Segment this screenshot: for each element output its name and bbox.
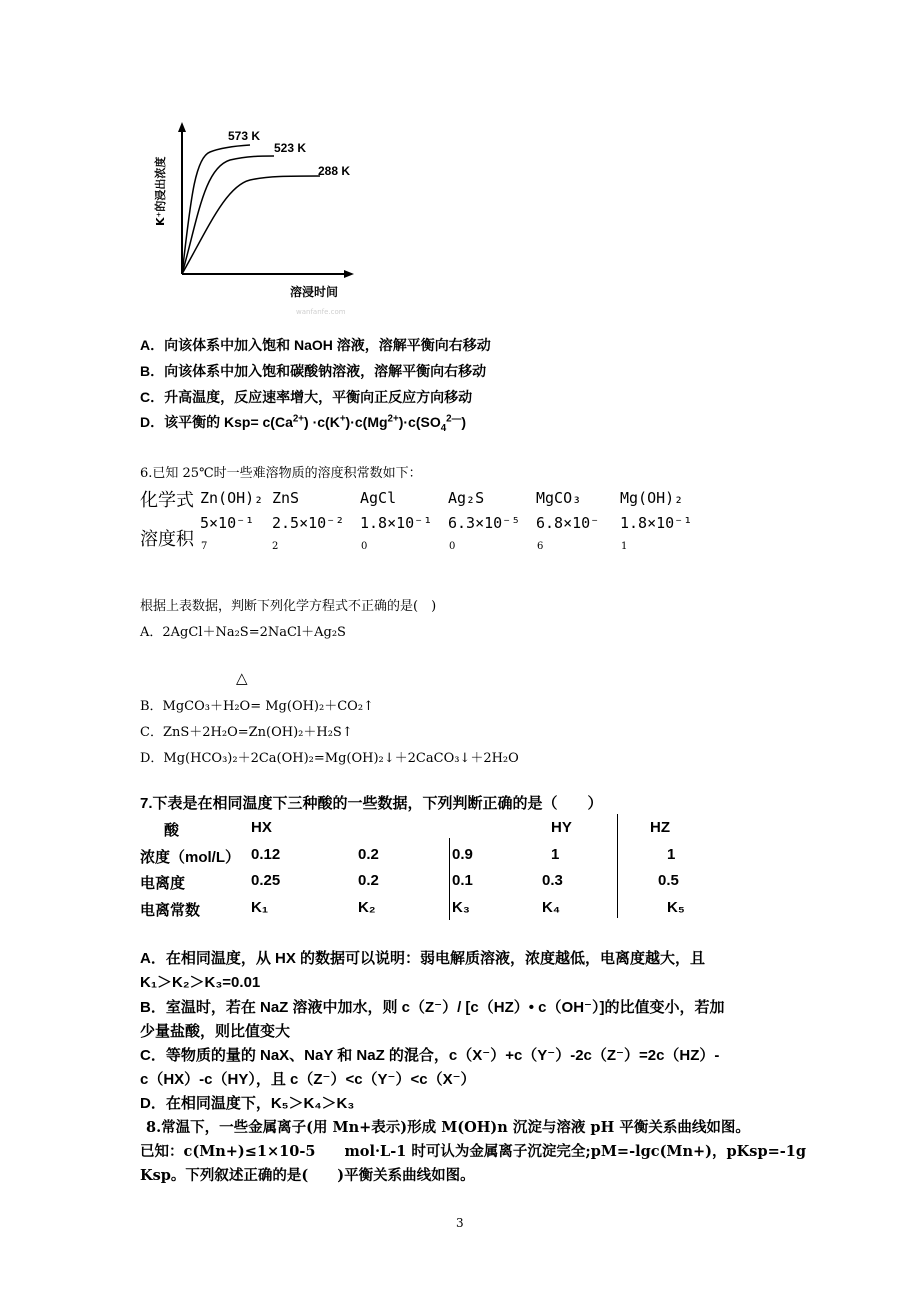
q7-option-b-line2: 少量盐酸，则比值变大 — [140, 1023, 291, 1040]
q6-row1-label: 化学式 — [140, 490, 194, 511]
curve-label-573k: 573 K — [228, 129, 261, 143]
q7-option-a-line1: A．在相同温度，从 HX 的数据可以说明：弱电解质溶液，浓度越低，电离度越大，且 — [140, 950, 706, 967]
q6-ksp-wrap: 0 — [449, 541, 456, 552]
q5-d-sup: 2+ — [387, 413, 399, 425]
curve-label-288k: 288 K — [318, 164, 351, 178]
q7-cell: 0.25 — [251, 872, 281, 889]
q5-option-c: C．升高温度，反应速率增大，平衡向正反应方向移动 — [140, 389, 473, 405]
q7-cell: K₂ — [358, 899, 376, 916]
q6-formula: Zn(OH)₂ — [200, 489, 264, 507]
page-number: 3 — [456, 1216, 464, 1230]
q7-cell: 1 — [551, 846, 560, 863]
q6-ksp-wrap: 2 — [272, 541, 279, 552]
q6-formula: AgCl — [360, 489, 397, 507]
q5-option-d — [140, 412, 466, 434]
q7-header-hx: HX — [251, 819, 272, 836]
q8-line1: 8.常温下，一些金属离子(用 Mn+表示)形成 M(OH)n 沉淀与溶液 pH 平衡关系曲线如图。 — [146, 1119, 750, 1136]
q6-formula: Mg(OH)₂ — [620, 489, 684, 507]
q7-option-d: D．在相同温度下，K₅＞K₄＞K₃ — [140, 1095, 355, 1112]
q7-cell: K₁ — [251, 899, 269, 916]
q6-ksp: 1.8×10⁻¹ — [620, 514, 693, 532]
q6-formula: ZnS — [272, 489, 300, 507]
q5-d-sup: 2— — [446, 413, 462, 425]
q6-option-a: A．2AgCl＋Na₂S=2NaCl＋Ag₂S — [140, 625, 346, 640]
q5-d-sup: 2+ — [292, 413, 305, 425]
q7-cell: 0.2 — [358, 872, 379, 889]
q6-ksp: 6.8×10⁻ — [536, 514, 600, 532]
q7-option-c-line1: C．等物质的量的 NaX、NaY 和 NaZ 的混合，c（X⁻）+c（Y⁻）-2c（Z⁻）=2c（HZ）- — [140, 1047, 720, 1064]
q8-line2: 已知：c(Mn+)≤1×10-5 mol·L-1 时可认为金属离子沉淀完全;pM=-lgc(Mn+)，pKsp=-1g — [140, 1143, 806, 1160]
q7-cell: 0.2 — [358, 846, 379, 863]
leaching-curve-figure — [138, 118, 368, 318]
q7-cell: K₄ — [542, 899, 560, 916]
q7-option-a-line2: K₁＞K₂＞K₃=0.01 — [140, 974, 261, 991]
curve-288k — [182, 176, 320, 274]
q6-formula: MgCO₃ — [536, 489, 582, 507]
q7-table-divider-2 — [617, 814, 618, 918]
figure-watermark: wanfanfe.com — [296, 308, 346, 316]
curve-label-523k: 523 K — [274, 141, 307, 155]
q6-ksp: 2.5×10⁻² — [272, 514, 345, 532]
q6-option-c: C．ZnS＋2H₂O=Zn(OH)₂＋H₂S↑ — [140, 725, 353, 740]
heating-triangle: △ — [236, 669, 248, 687]
q8-line3: Ksp。下列叙述正确的是( )平衡关系曲线如图。 — [140, 1167, 475, 1184]
q6-option-d: D．Mg(HCO₃)₂＋2Ca(OH)₂=Mg(OH)₂↓＋2CaCO₃↓＋2H₂O — [140, 751, 519, 766]
q7-row-label-conc: 浓度（mol/L） — [140, 849, 240, 866]
y-axis-arrow — [178, 122, 186, 132]
q7-option-c-line2: c（HX）-c（HY），且 c（Z⁻）<c（Y⁻）<c（X⁻） — [140, 1071, 476, 1088]
q6-ksp-wrap: 1 — [621, 541, 628, 552]
q5-d-sup: + — [339, 413, 346, 425]
q5-d-text: )·c(SO — [398, 414, 441, 430]
y-axis-label: K⁺的浸出浓度 — [154, 156, 167, 226]
q6-ksp-wrap: 0 — [361, 541, 368, 552]
q6-formula: Ag₂S — [448, 489, 485, 507]
q7-cell: 0.9 — [452, 846, 473, 863]
q6-row2-label: 溶度积 — [140, 529, 194, 550]
q7-header-hy: HY — [551, 819, 572, 836]
q5-d-text: ) ·c(K — [304, 414, 340, 430]
q7-row-label-alpha: 电离度 — [140, 875, 186, 892]
q7-cell: 0.5 — [658, 872, 679, 889]
q5-d-text: D．该平衡的 Ksp= c(Ca — [140, 414, 293, 430]
x-axis-arrow — [344, 270, 354, 278]
q7-table-divider-1 — [449, 838, 450, 920]
q7-stem: 7.下表是在相同温度下三种酸的一些数据，下列判断正确的是（ ） — [140, 795, 603, 812]
q7-header-acid: 酸 — [164, 822, 180, 839]
curve-523k — [182, 156, 274, 274]
q5-option-b: B．向该体系中加入饱和碳酸钠溶液，溶解平衡向右移动 — [140, 363, 487, 379]
q6-ksp: 5×10⁻¹ — [200, 514, 255, 532]
q7-cell: 0.1 — [452, 872, 473, 889]
q7-cell: K₃ — [452, 899, 470, 916]
q5-d-sub: 4 — [440, 422, 447, 434]
q5-d-text: )·c(Mg — [345, 414, 388, 430]
q6-stem: 6.已知 25℃时一些难溶物质的溶度积常数如下： — [140, 466, 422, 481]
q7-row-label-k: 电离常数 — [140, 902, 201, 919]
q7-option-b-line1: B．室温时，若在 NaZ 溶液中加水，则 c（Z⁻）/ [c（HZ）• c（OH⁻）]的比值变小，若加 — [140, 999, 725, 1016]
q6-option-b: B．MgCO₃＋H₂O= Mg(OH)₂＋CO₂↑ — [140, 699, 374, 714]
q6-ksp-wrap: 6 — [537, 541, 544, 552]
q6-question: 根据上表数据，判断下列化学方程式不正确的是( ) — [140, 599, 437, 614]
q7-header-hz: HZ — [650, 819, 670, 836]
q7-cell: 0.3 — [542, 872, 563, 889]
q6-ksp: 1.8×10⁻¹ — [360, 514, 433, 532]
q6-ksp: 6.3×10⁻⁵ — [448, 514, 521, 532]
q6-ksp-wrap: 7 — [201, 541, 208, 552]
q7-cell: 0.12 — [251, 846, 281, 863]
x-axis-label: 溶浸时间 — [290, 285, 339, 299]
q7-cell: K₅ — [667, 899, 685, 916]
q5-option-a: A．向该体系中加入饱和 NaOH 溶液，溶解平衡向右移动 — [140, 337, 491, 353]
q7-cell: 1 — [667, 846, 676, 863]
q5-d-text: ) — [461, 414, 467, 430]
